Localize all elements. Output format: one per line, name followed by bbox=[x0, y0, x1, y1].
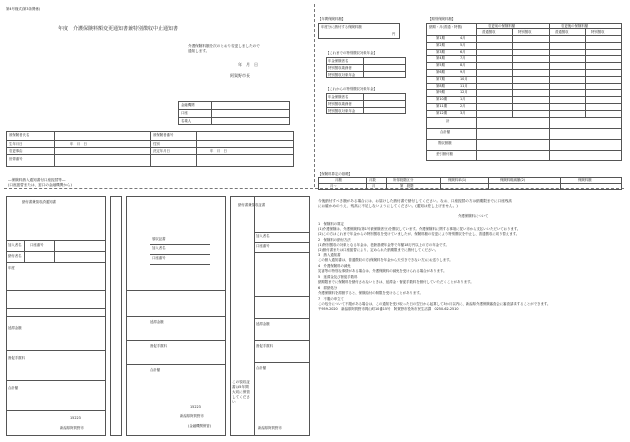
period-row-divider bbox=[426, 49, 622, 50]
calc-h2: 月数 bbox=[369, 178, 376, 182]
explanation-paragraph: 納期限までに保険料を納付されないときは、延滞金・督促手数料を納付していただくことがあります。 bbox=[318, 279, 474, 284]
calc-h3: 所得段階区分 bbox=[393, 178, 414, 182]
explanation-paragraph: 3 納入通知書 bbox=[318, 253, 341, 258]
payment-receipt-title: 納付書兼領収証書 bbox=[238, 203, 266, 207]
household-label: 世帯番号 bbox=[9, 157, 23, 161]
period-row-divider bbox=[426, 76, 622, 77]
summary-grand-total: 合計額 bbox=[440, 130, 451, 134]
explanation-paragraph: 5 延滞金及び督促手数料 bbox=[318, 275, 358, 280]
pr-account-label: 口座番号 bbox=[256, 244, 270, 248]
period-title: 【期別保険料額】 bbox=[428, 17, 456, 21]
current-pension-label: 【これまでの特別徴収対象年金】 bbox=[326, 51, 377, 55]
period-label: 第5期 bbox=[436, 63, 445, 68]
slip-bank: 新潟県阿賀野市 bbox=[60, 426, 84, 430]
explanation-title: 介護保険料について bbox=[458, 214, 489, 218]
keep-note: この領収証書は5年間大切に保管してください bbox=[232, 380, 250, 404]
explanation-body bbox=[318, 221, 624, 436]
receipt-payee-label: 加入者名 bbox=[152, 246, 166, 250]
pr-reminder-fee: 督促手数料 bbox=[256, 344, 273, 348]
slip-account-label: 口座番号 bbox=[30, 243, 44, 247]
receipt-total: 合計額 bbox=[150, 368, 161, 372]
period-month: 12月 bbox=[460, 90, 468, 95]
current-row-1: 年金保険者名 bbox=[328, 59, 349, 63]
period-label: 第11期 bbox=[436, 104, 448, 108]
sex-label: 性別 bbox=[153, 142, 160, 146]
period-header-3: 変更後の保険料額 bbox=[561, 24, 589, 28]
insured-name-label: 被保険者氏名 bbox=[9, 133, 30, 137]
period-label: 第4期 bbox=[436, 56, 445, 61]
after-row-1: 年金保険者名 bbox=[328, 95, 349, 99]
period-sub-3: 普通徴収 bbox=[555, 30, 569, 34]
explanation-paragraph: (2)納付書または口座振替により、定められた納期限までに納付してください。 bbox=[318, 247, 439, 252]
period-month: 9月 bbox=[460, 70, 466, 74]
period-label: 第6期 bbox=[436, 70, 445, 74]
explanation-paragraph: この処分について不服がある場合は、この通知を受け取った日の翌日から起算して3か月以内に、新潟県介護保険審査会に審査請求することができます。 bbox=[318, 301, 551, 306]
period-month: 8月 bbox=[460, 63, 466, 68]
period-header-1: 納期・月(普通・特徴) bbox=[429, 25, 463, 29]
after-row-3: 特別徴収対象年金 bbox=[328, 109, 356, 113]
receipt-account-label: 口座番号 bbox=[152, 256, 166, 260]
after-pension-label: 【これからの特別徴収対象年金】 bbox=[326, 87, 377, 91]
period-sub-4: 特別徴収 bbox=[591, 30, 605, 34]
slip-late-fee: 延滞金額 bbox=[8, 326, 22, 330]
annual-amount-label: 年度分に納付する保険料額 bbox=[321, 25, 362, 29]
period-month: 6月 bbox=[460, 49, 466, 54]
period-row-divider bbox=[426, 83, 622, 84]
period-label: 第3期 bbox=[436, 49, 445, 54]
notice-title: 年度 介護保険料額変更通知書兼特別徴収中止通知書 bbox=[58, 26, 179, 32]
pr-total: 合計額 bbox=[256, 366, 267, 370]
period-month: 2月 bbox=[460, 104, 466, 108]
explanation-paragraph: 介護保険料を滞納すると、保険給付の制限を受けることがあります。 bbox=[318, 290, 423, 295]
explanation-paragraph: (2)この方はこれまで年金からの特別徴収を受けていましたが、保険料額の変更により特別徴収を中止し、普通徴収に切り替えます。 bbox=[318, 231, 520, 236]
explanation-paragraph: 1 保険料の算定 bbox=[318, 222, 344, 226]
after-row-2: 特別徴収義務者 bbox=[328, 102, 352, 106]
period-header-2: 変更前の保険料額 bbox=[488, 24, 516, 28]
notice-body: 介護保険料額を次のとおり変更しましたので 通知します。 bbox=[188, 44, 260, 53]
birth-label: 生年月日 bbox=[9, 142, 23, 146]
yen-unit: 円 bbox=[392, 32, 396, 36]
slip-payee-label: 加入者名 bbox=[8, 243, 22, 247]
special-title: 【年間保険料額】 bbox=[318, 17, 346, 21]
period-row-divider bbox=[426, 69, 622, 70]
pr-payee-label: 加入者名 bbox=[256, 234, 270, 238]
period-sub-1: 普通徴収 bbox=[482, 30, 496, 34]
period-label: 第10期 bbox=[436, 97, 448, 102]
slip-code: 15223 bbox=[70, 416, 81, 420]
explanation-paragraph: 7 不服の申立て bbox=[318, 296, 344, 301]
explanation-paragraph: 6 滞納処分 bbox=[318, 285, 338, 290]
period-row-divider bbox=[426, 96, 622, 97]
payment-account-label: 口座 bbox=[181, 111, 188, 115]
explanation-paragraph: 災害等の特別な事情がある場合は、介護保険料の減免を受けられる場合があります。 bbox=[318, 269, 447, 274]
issuer: 阿賀野市長 bbox=[230, 73, 250, 78]
summary-total: 計 bbox=[446, 119, 450, 123]
period-row-divider bbox=[426, 89, 622, 90]
period-month: 1月 bbox=[460, 97, 466, 102]
pr-late-fee: 延滞金額 bbox=[256, 322, 270, 326]
payment-bank-label: 金融機関 bbox=[181, 103, 195, 107]
period-row-divider bbox=[426, 55, 622, 56]
slip-strip bbox=[110, 196, 122, 436]
period-row-divider bbox=[426, 103, 622, 104]
period-month: 4月 bbox=[460, 36, 466, 40]
receipt-note: (金融機関保管) bbox=[188, 424, 211, 428]
period-month: 11月 bbox=[460, 83, 468, 88]
payment-holder-label: 名義人 bbox=[181, 119, 192, 123]
period-sub-2: 特別徴収 bbox=[518, 30, 532, 34]
period-table bbox=[426, 23, 622, 161]
period-month: 7月 bbox=[460, 56, 466, 61]
pr-bank: 新潟県阿賀野市 bbox=[258, 426, 282, 430]
calc-h1: 月額 bbox=[335, 178, 342, 182]
period-month: 10月 bbox=[460, 76, 468, 81]
current-row-3: 特別徴収対象年金 bbox=[328, 73, 356, 77]
slip-payer-label: 納付者名 bbox=[8, 254, 22, 258]
calc-h4: 保険料率(1) bbox=[448, 178, 467, 182]
calc-title: 【保険料算定の基礎】 bbox=[318, 172, 352, 176]
decision-date-label: 決定年月日 bbox=[153, 149, 170, 153]
receipt-code: 15223 bbox=[190, 405, 201, 409]
explanation-paragraph: (1)特別徴収の対象となる年金は、老齢基礎年金等で年額18万円以上の方の年金です。 bbox=[318, 242, 449, 247]
period-label: 第12期 bbox=[436, 110, 448, 115]
slip-title: 納付書兼領収済通知書 bbox=[22, 200, 56, 204]
period-label: 第7期 bbox=[436, 76, 445, 81]
payment-note: 今後納付すべき額がある場合には、お届けした納付書で納付してください。なお、口座振替の方は納期限までに口座残高 にお確かめのうえ、残高に不足しないようにしてください。(通知は差し上げません。) bbox=[318, 199, 512, 208]
calc-v3: 第 段階 bbox=[400, 184, 414, 188]
period-label: 第8期 bbox=[436, 83, 445, 88]
summary-balance: 差引納付額 bbox=[436, 152, 453, 156]
period-month: 3月 bbox=[460, 110, 466, 115]
slip-reminder-fee: 督促手数料 bbox=[8, 356, 25, 360]
explanation-paragraph: (1)介護保険は、介護保険料(第1号被保険者分)を徴収しています。介護保険料に関する事項に従い市から支払いいただいております。 bbox=[318, 226, 521, 231]
explanation-paragraph: 4 介護保険料の減免 bbox=[318, 264, 351, 269]
period-row-divider bbox=[426, 42, 622, 43]
receipt-bank: 新潟県阿賀野市 bbox=[180, 414, 204, 418]
explanation-paragraph: この納入通知書は、普通徴収の方(保険料を年金から天引きできない方)にお送りします。 bbox=[318, 258, 453, 263]
receipt-title: 領収証書 bbox=[152, 237, 166, 241]
receipt-late-fee: 延滞金額 bbox=[150, 320, 164, 324]
period-label: 第1期 bbox=[436, 36, 445, 40]
current-row-2: 特別徴収義務者 bbox=[328, 66, 352, 70]
calc-h5: 保険料軽減額(2) bbox=[500, 178, 526, 182]
explanation-paragraph: 〒959-2020 新潟県阿賀野市岡山町10番15号 阿賀野市役所市民生活課 0250-62-2510 bbox=[318, 306, 459, 311]
slip-total: 合計額 bbox=[8, 386, 19, 390]
calc-h6: 保険料額 bbox=[578, 178, 592, 182]
period-label: 第9期 bbox=[436, 90, 445, 95]
explanation-paragraph: 2 保険料の納付方法 bbox=[318, 237, 351, 242]
slip-year-label: 年度 bbox=[8, 266, 15, 270]
fold-line-vertical bbox=[314, 4, 315, 187]
summary-paid: 既収納額 bbox=[438, 141, 452, 145]
receipt-reminder-fee: 督促手数料 bbox=[150, 344, 167, 348]
period-row-divider bbox=[426, 110, 622, 111]
decision-date-value: 年 月 日 bbox=[210, 149, 227, 153]
insured-number-label: 被保険者番号 bbox=[153, 133, 174, 137]
change-label: 変更事由 bbox=[9, 149, 23, 153]
cutoff-note: ―保険料納入通知書付口座振替等― (口座振替または、窓口の金融機関から) bbox=[8, 178, 72, 187]
form-id: 第4号様式(第3条関係) bbox=[6, 7, 41, 11]
birth-value: 年 月 日 bbox=[70, 142, 87, 146]
notice-date: 年 月 日 bbox=[238, 62, 258, 67]
period-row-divider bbox=[426, 62, 622, 63]
calc-v1: 月〜 bbox=[330, 184, 337, 188]
calc-v2: 月 bbox=[372, 184, 376, 188]
period-month: 5月 bbox=[460, 42, 466, 47]
period-label: 第2期 bbox=[436, 42, 445, 47]
